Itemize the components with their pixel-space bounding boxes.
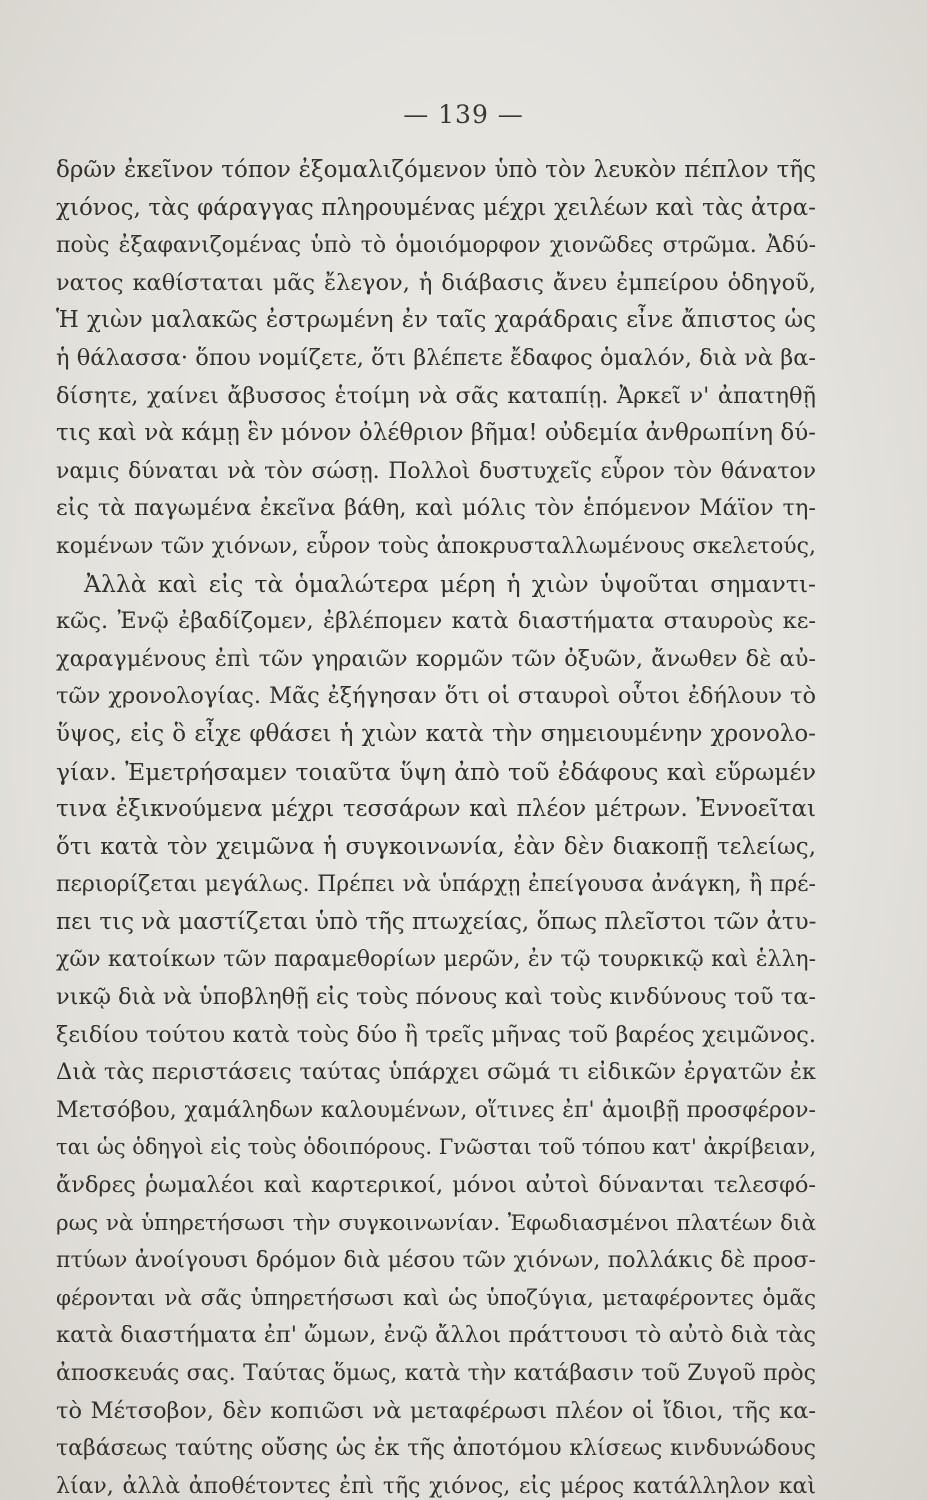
text-line: νικῷ διὰ νὰ ὑποβληθῇ εἰς τοὺς πόνους καὶ τοὺς κινδύνους τοῦ τα- — [56, 984, 816, 1011]
text-line: χαραγμένους ἐπὶ τῶν γηραιῶν κορμῶν τῶν ὀξυῶν, ἄνωθεν δὲ αὐ- — [56, 645, 816, 672]
text-line: δίσητε, χαίνει ἄβυσσος ἑτοίμη νὰ σᾶς καταπίῃ. Ἀρκεῖ ν' ἀπατηθῇ — [56, 382, 816, 409]
text-line: τὸ Μέτσοβον, δὲν κοπιῶσι νὰ μεταφέρωσι πλέον οἱ ἴδιοι, τῆς κα- — [56, 1397, 816, 1424]
text-line: εἰς τὰ παγωμένα ἐκεῖνα βάθη, καὶ μόλις τὸν ἑπόμενον Μάϊον τη- — [56, 495, 816, 522]
text-line: περιορίζεται μεγάλως. Πρέπει νὰ ὑπάρχῃ ἐπείγουσα ἀνάγκη, ἢ πρέ- — [56, 872, 816, 898]
text-line: χιόνος, τὰς φάραγγας πληρουμένας μέχρι χειλέων καὶ τὰς ἀτρα- — [56, 194, 816, 221]
text-line: Ἀλλὰ καὶ εἰς τὰ ὁμαλώτερα μέρη ἡ χιὼν ὑψοῦται σημαντι- — [84, 569, 816, 598]
text-line: ξειδίου τούτου κατὰ τοὺς δύο ἢ τρεῖς μῆνας τοῦ βαρέος χειμῶνος. — [56, 1021, 816, 1048]
text-line: πτύων ἀνοίγουσι δρόμον διὰ μέσου τῶν χιόνων, πολλάκις δὲ προσ- — [56, 1248, 816, 1274]
text-line: χῶν κατοίκων τῶν παραμεθορίων μερῶν, ἐν τῷ τουρκικῷ καὶ ἑλλη- — [56, 947, 816, 973]
text-line: ἄνδρες ῥωμαλέοι καὶ καρτερικοί, μόνοι αὐτοὶ δύνανται τελεσφό- — [56, 1172, 816, 1199]
text-line: δρῶν ἐκεῖνον τόπον ἐξομαλιζόμενον ὑπὸ τὸν λευκὸν πέπλον τῆς — [56, 157, 816, 183]
text-line: κομένων τῶν χιόνων, εὗρον τοὺς ἀποκρυσταλλωμένους σκελετούς, — [56, 533, 816, 559]
text-line: ποὺς ἐξαφανιζομένας ὑπὸ τὸ ὁμοιόμορφον χιονῶδες στρῶμα. Ἀδύ- — [56, 233, 816, 259]
body-text — [56, 152, 816, 1500]
text-line: φέρονται νὰ σᾶς ὑπηρετήσωσι καὶ ὡς ὑποζύγια, μεταφέροντες ὁμᾶς — [56, 1285, 816, 1311]
text-line: τις καὶ νὰ κάμῃ ἓν μόνον ὀλέθριον βῆμα! οὐδεμία ἀνθρωπίνη δύ- — [56, 420, 816, 447]
text-line: κῶς. Ἐνῷ ἐβαδίζομεν, ἐβλέπομεν κατὰ διαστήματα σταυροὺς κε- — [56, 608, 816, 635]
text-line: ται ὡς ὁδηγοὶ εἰς τοὺς ὁδοιπόρους. Γνῶσται τοῦ τόπου κατ' ἀκρίβειαν, — [56, 1135, 817, 1160]
text-line: ἡ θάλασσα· ὅπου νομίζετε, ὅτι βλέπετε ἔδαφος ὁμαλόν, διὰ νὰ βα- — [56, 344, 816, 371]
text-line: Μετσόβου, χαμάληδων καλουμένων, οἵτινες ἐπ' ἀμοιβῇ προσφέρον- — [56, 1097, 816, 1123]
text-line: Ἡ χιὼν μαλακῶς ἐστρωμένη ἐν ταῖς χαράδραις εἶνε ἄπιστος ὡς — [56, 307, 816, 334]
text-line: τινα ἐξικνούμενα μέχρι τεσσάρων καὶ πλέον μέτρων. Ἐννοεῖται — [56, 796, 816, 823]
text-line: γίαν. Ἐμετρήσαμεν τοιαῦτα ὕψη ἀπὸ τοῦ ἐδάφους καὶ εὕρωμέν — [56, 757, 816, 786]
text-line: ναμις δύναται νὰ τὸν σώσῃ. Πολλοὶ δυστυχεῖς εὗρον τὸν θάνατον — [56, 458, 816, 484]
text-line: ἀποσκευάς σας. Ταύτας ὅμως, κατὰ τὴν κατάβασιν τοῦ Ζυγοῦ πρὸς — [56, 1361, 816, 1386]
text-line: λίαν, ἀλλὰ ἀποθέτοντες ἐπὶ τῆς χιόνος, εἰς μέρος κατάλληλον καὶ — [56, 1473, 816, 1499]
text-line: ρως νὰ ὑπηρετήσωσι τὴν συγκοινωνίαν. Ἐφωδιασμένοι πλατέων διὰ — [56, 1210, 816, 1236]
text-line: ὅτι κατὰ τὸν χειμῶνα ἡ συγκοινωνία, ἐὰν δὲν διακοπῇ τελείως, — [56, 833, 816, 860]
text-line: κατὰ διαστήματα ἐπ' ὤμων, ἐνῷ ἄλλοι πράττουσι τὸ αὐτὸ διὰ τὰς — [56, 1322, 816, 1349]
page-number: — 139 — — [403, 100, 524, 129]
text-line: Διὰ τὰς περιστάσεις ταύτας ὑπάρχει σῶμά τι εἰδικῶν ἐργατῶν ἐκ — [56, 1059, 816, 1086]
text-line: νατος καθίσταται μᾶς ἔλεγον, ἡ διάβασις ἄνευ ἐμπείρου ὁδηγοῦ, — [56, 269, 816, 296]
text-line: ταβάσεως ταύτης οὔσης ὡς ἐκ τῆς ἀποτόμου κλίσεως κινδυνώδους — [56, 1436, 816, 1462]
text-line: ὕψος, εἰς ὃ εἶχε φθάσει ἡ χιὼν κατὰ τὴν σημειουμένην χρονολο- — [56, 720, 816, 747]
text-line: τῶν χρονολογίας. Μᾶς ἐξήγησαν ὅτι οἱ σταυροὶ οὗτοι ἐδήλουν τὸ — [56, 683, 816, 710]
text-line: πει τις νὰ μαστίζεται ὑπὸ τῆς πτωχείας, ὅπως πλεῖστοι τῶν ἀτυ- — [56, 908, 817, 935]
